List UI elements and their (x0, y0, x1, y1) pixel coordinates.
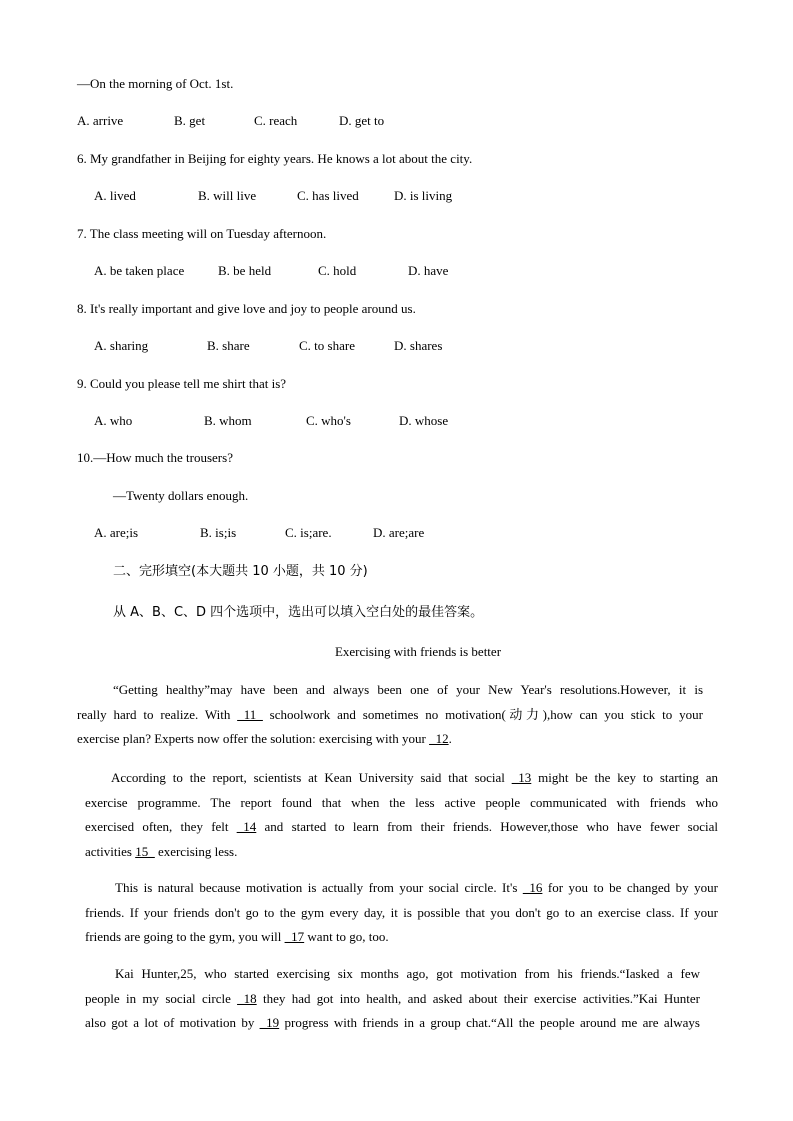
q7-option-c: C. hold (318, 263, 357, 278)
q9-stem: 9. Could you please tell me shirt that is? (77, 376, 287, 391)
q10-option-b: B. is;is (200, 525, 237, 540)
blank-15: 15_ (135, 843, 155, 859)
q8-options (94, 338, 442, 354)
q6-option-c: C. has lived (297, 188, 359, 203)
q10-option-d: D. are;are (373, 525, 425, 540)
q10-options (94, 525, 424, 541)
q5-answer-line: —On the morning of Oct. 1st. (77, 76, 234, 91)
p1-line-1: “Getting healthy”may have been and always been one of your New Year's resolutions.However, it is (113, 682, 703, 697)
q8-stem: 8. It's really important and give love and joy to people around us. (77, 301, 416, 316)
paragraph-2: According to the report, scientists at Kean University said that social _13 might be the key to starting an exercise programme. The report found that when the less active people communicated with friends who exercised often, they felt _14 and started to learn from their friends. However,those who have fewer social activities 15_ exercising less. (85, 770, 718, 859)
q8-option-c: C. to share (299, 338, 355, 353)
q9-option-c: C. who's (306, 413, 351, 428)
paragraph-1: “Getting healthy”may have been and always been one of your New Year's resolutions.However, it is really hard to realize. With _11_ schoolwork and sometimes no motivation(动力),how can you stick to your exercise plan? Experts now offer the solution: exercising with your _12. (77, 682, 703, 746)
q8-option-b: B. share (207, 338, 250, 353)
blank-13: _13 (511, 770, 532, 785)
blank-16: _16 (522, 880, 543, 895)
q5-option-a: A. arrive (77, 113, 124, 128)
q8-option-a: A. sharing (94, 338, 149, 353)
q10-reply: —Twenty dollars enough. (113, 488, 249, 503)
paragraph-4: Kai Hunter,25, who started exercising six months ago, got motivation from his friends.“Iasked a few people in my social circle _18 they had got into health, and asked about their exercise activities.”Kai Hunter also got a lot of motivation by _19 progress with friends in a group chat.“All the people around me are always (85, 966, 700, 1030)
q9-option-b: B. whom (204, 413, 252, 428)
section-instruction: 从 A、B、C、D 四个选项中，选出可以填入空白处的最佳答案。 (113, 605, 484, 620)
q6-option-b: B. will live (198, 188, 257, 203)
paragraph-3: This is natural because motivation is actually from your social circle. It's _16 for you to be changed by your friends. If your friends don't go to the gym every day, it is possible that you don't go to an exercise class. If your friends are going to the gym, you will _17 want to go, too. (85, 880, 718, 944)
q6-stem: 6. My grandfather in Beijing for eighty years. He knows a lot about the city. (77, 151, 473, 166)
blank-14: _14 (236, 819, 257, 834)
blank-17: _17 (284, 929, 305, 944)
blank-18: _18 (237, 990, 257, 1006)
passage-title: Exercising with friends is better (334, 644, 502, 659)
blank-12: _12 (429, 731, 449, 746)
q7-stem: 7. The class meeting will on Tuesday afternoon. (77, 226, 327, 241)
q9-option-a: A. who (94, 413, 133, 428)
q9-options (94, 413, 448, 429)
q10-option-a: A. are;is (94, 525, 139, 540)
q8-option-d: D. shares (394, 338, 443, 353)
q5-option-c: C. reach (254, 113, 298, 128)
q10-stem: 10.—How much the trousers? (77, 450, 233, 465)
q6-options (94, 188, 452, 204)
blank-11: _11_ (237, 706, 263, 722)
q7-options (94, 263, 448, 279)
q5-option-d: D. get to (339, 113, 385, 128)
q7-option-a: A. be taken place (94, 263, 185, 278)
q6-option-d: D. is living (394, 188, 453, 203)
q6-option-a: A. lived (94, 188, 136, 203)
q7-option-b: B. be held (218, 263, 272, 278)
q5-options (77, 113, 384, 129)
q7-option-d: D. have (408, 263, 449, 278)
q5-option-b: B. get (174, 113, 206, 128)
q10-option-c: C. is;are. (285, 525, 332, 540)
blank-19: _19 (259, 1015, 280, 1030)
q9-option-d: D. whose (399, 413, 449, 428)
section-heading: 二、完形填空(本大题共 10 小题，共 10 分) (113, 564, 368, 579)
